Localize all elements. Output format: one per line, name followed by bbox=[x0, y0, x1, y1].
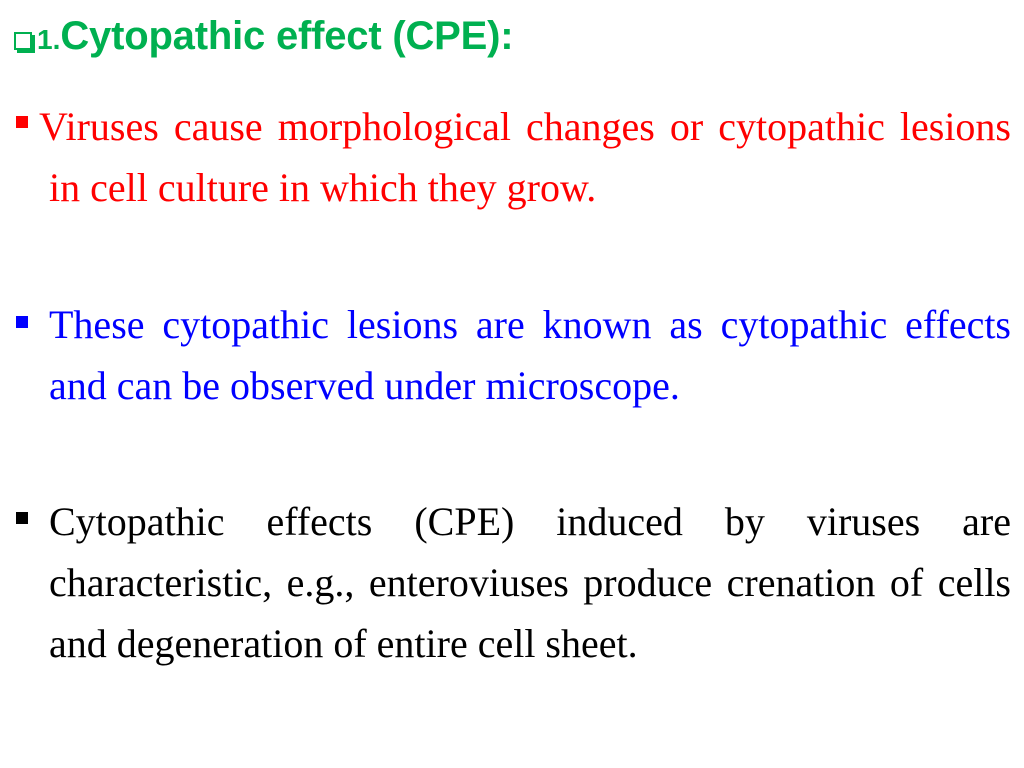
slide-heading bbox=[14, 14, 513, 74]
heading-number: 1. bbox=[37, 24, 61, 55]
bullet-item-2: These cytopathic lesions are known as cytopathic effects and can be observed under microscope. bbox=[49, 302, 1011, 408]
square-bullet-icon bbox=[16, 316, 28, 328]
bullet-item-1: Viruses cause morphological changes or cytopathic lesions in cell culture in which they grow. bbox=[39, 104, 1011, 210]
bullet-item-3: Cytopathic effects (CPE) induced by viruses are characteristic, e.g., enteroviuses produce crenation of cells and degeneration of entire cell sheet. bbox=[49, 499, 1011, 666]
heading-title: Cytopathic effect (CPE): bbox=[60, 14, 514, 58]
square-bullet-icon bbox=[16, 116, 28, 128]
square-bullet-icon bbox=[16, 512, 28, 524]
checkbox-square-icon bbox=[14, 32, 32, 50]
